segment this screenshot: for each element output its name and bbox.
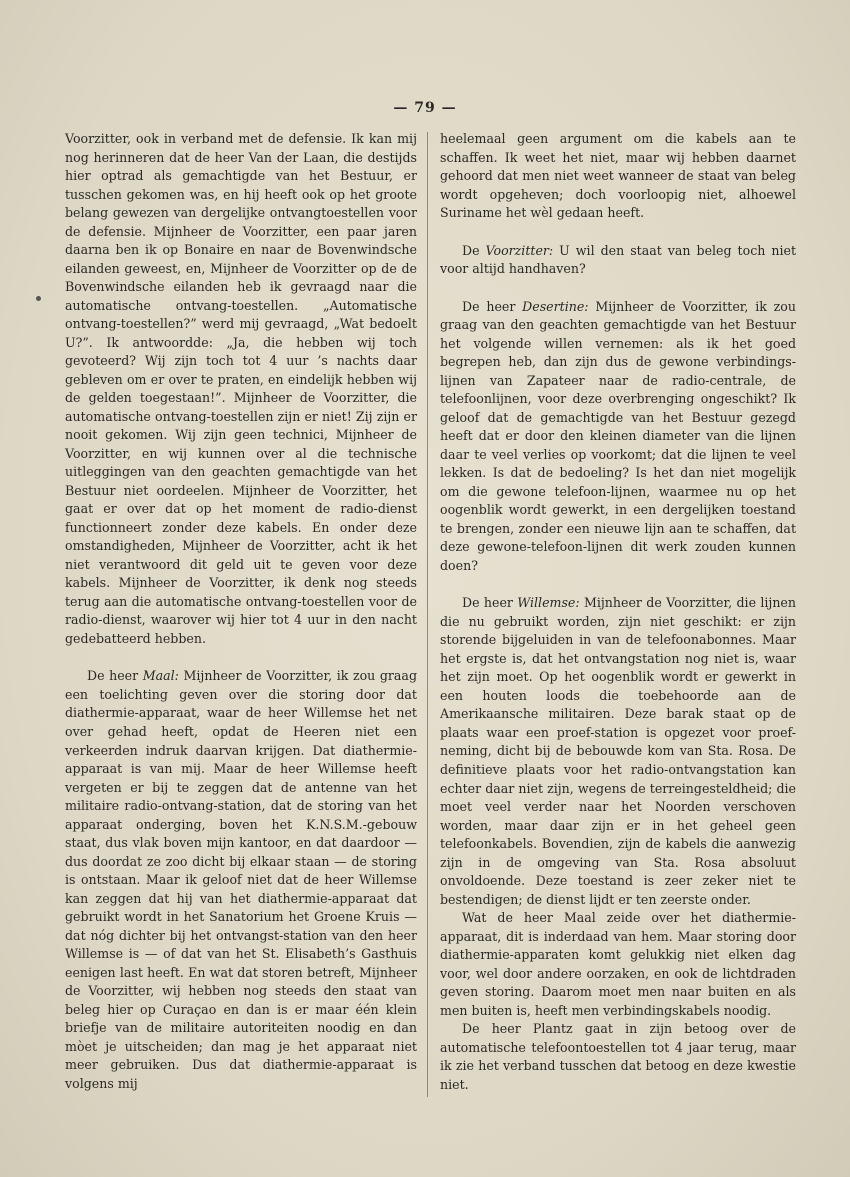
speaker-prefix: De heer (462, 298, 523, 314)
paragraph-willemse-maal: Wat de heer Maal zeide over het diathermie-apparaat, dit is inderdaad van hem. Maar storing door diathermie-apparaten komt gelukkig niet elken dag voor, wel door andere oorzaken, en ook de lichtdraden geven storing. Daarom moet men naar buiten en als men buiten is, heeft men verbindingskabels noodig. (440, 910, 796, 1018)
column-divider (427, 132, 428, 1097)
speaker-name: Maal: (142, 668, 179, 684)
page-number: — 79 — (393, 100, 457, 116)
paragraph-voorzitter (440, 242, 796, 279)
speaker-prefix: De heer (87, 668, 143, 684)
speech-text: Mijnheer de Voorzitter, die lijnen die nu gebruikt worden, zijn niet geschikt: er zijn storende bijgeluiden in van de telefoonabonnes. Maar het ergste is, dat het ontvangstation nog niet is, waar het zijn moet. Op het oogenblik wordt er gewerkt in een houten loods die toebehoorde aan de Amerikaansche militairen. Deze barak staat op de plaats waar een proef-station is opgezet voor proef-neming, dicht bij de bebouwde kom van Sta. Rosa. De definitieve plaats voor het radio-ontvangstation kan echter daar niet zijn, wegens de terreingesteldheid; die moet veel verder naar het Noorden verschoven worden, maar daar zijn er in het geheel geen telefoonkabels. Bovendien, zijn de kabels die aanwezig zijn in de omgeving van Sta. Rosa absoluut onvoldoende. Deze toestand is zeer zeker niet te bestendigen; de dienst lijdt er ten zeerste onder. (440, 595, 796, 907)
left-column (65, 130, 417, 1093)
paragraph-maal (65, 667, 417, 1093)
speech-text: U wil den staat van beleg toch niet voor altijd handhaven? (440, 242, 796, 277)
right-column (440, 130, 796, 1094)
speech-text: Mijnheer de Voorzitter, ik zou graag van den geachten gemachtigde van het Bestuur het volgende willen vernemen: als ik het goed begrepen heb, dan zijn dus de gewone verbindings-lijnen van Zapateer naar de radio-centrale, de telefoonlijnen, voor deze overbrenging ongeschikt? Ik geloof dat de gemachtigde van het Bestuur gezegd heeft dat er door den kleinen diameter van die lijnen daar te veel verlies op voorkomt; dat die lijnen te veel lekken. Is dat de bedoeling? Is het dan niet mogelijk om die gewone telefoon-lijnen, waarmee nu op het oogenblik wordt gewerkt, in een dergelijken toestand te brengen, zonder een nieuwe lijn aan te schaffen, dat deze gewone-telefoon-lijnen dit werk zouden kunnen doen? (440, 298, 796, 573)
margin-mark (36, 296, 41, 301)
speaker-prefix: De (462, 242, 486, 258)
speech-text: Mijnheer de Voorzitter, ik zou graag een toelichting geven over die storing door dat diathermie-apparaat, waar de heer Willemse het net over gehad heeft, opdat de Heeren niet een verkeerden indruk daarvan krijgen. Dat diathermie-apparaat is van mij. Maar de heer Willemse heeft vergeten er bij te zeggen dat de antenne van het militaire radio-ontvang-station, dat de storing van het apparaat onderging, boven het K.N.S.M.-gebouw staat, dus vlak boven mijn kantoor, en dat daardoor — dus doordat ze zoo dicht bij elkaar staan — de storing is ontstaan. Maar ik geloof niet dat de heer Willemse kan zeggen dat hij van het diathermie-apparaat dat gebruikt wordt in het Sanatorium het Groene Kruis — dat nóg dichter bij het ontvangst-station van den heer Willemse is — of dat van het St. Elisabeth’s Gasthuis eenigen last heeft. En wat dat storen betreft, Mijnheer de Voorzitter, wij hebben nog steeds den staat van beleg hier op Curaçao en dan is er maar één klein briefje van de militaire autoriteiten noodig en dan mòet je uitscheiden; dan mag je het apparaat niet meer gebruiken. Dus dat diathermie-apparaat is volgens mij (65, 668, 417, 1091)
paragraph-willemse-plantz: De heer Plantz gaat in zijn betoog over de automatische telefoontoestellen tot 4 jaar terug, maar ik zie het verband tusschen dat betoog en deze kwestie niet. (440, 1021, 796, 1092)
paragraph-maal-continued: heelemaal geen argument om die kabels aan te schaffen. Ik weet het niet, maar wij hebben daarnet gehoord dat men niet weet wanneer de staat van beleg wordt opgeheven; doch voorloopig niet, alhoewel Suriname het wèl gedaan heeft. (440, 131, 796, 221)
speaker-prefix: De heer (462, 595, 518, 611)
speaker-name: Voorzitter: (485, 242, 554, 258)
paragraph-desertine (440, 298, 796, 576)
paragraph-plantz-continued: Voorzitter, ook in verband met de defensie. Ik kan mij nog herinneren dat de heer Van der Laan, die destijds hier optrad als gemachtigde van het Bestuur, er tusschen gekomen was, en hij heeft ook op het groote belang gewezen van dergelijke ontvangtoestellen voor de defensie. Mijnheer de Voorzitter, een paar jaren daarna ben ik op Bonaire en naar de Bovenwindsche eilanden geweest, en, Mijnheer de Voorzitter op de de Bovenwindsche eilanden heb ik gevraagd naar die automatische ontvang-toestellen. „Automatische ontvang-toestellen?” werd mij gevraagd, „Wat bedoelt U?”. Ik antwoordde: „Ja, die hebben wij toch gevoteerd? Wij zijn toch tot 4 uur ’s nachts daar gebleven om er over te praten, en eindelijk hebben wij de gelden toegestaan!”. Mijnheer de Voorzitter, die automatische ontvang-toestellen zijn er niet! Zij zijn er nooit gekomen. Wij zijn geen technici, Mijnheer de Voorzitter, en wij kunnen over al die technische uitleggingen van den geachten gemachtigde van het Bestuur niet oordeelen. Mijnheer de Voorzitter, het gaat er over dat op het moment de radio-dienst functionneert zonder deze kabels. En onder deze omstandigheden, Mijnheer de Voorzitter, acht ik het niet verantwoord dit geld uit te geven voor deze kabels. Mijnheer de Voorzitter, ik denk nog steeds terug aan die automatische ontvang-toestellen voor de radio-dienst, waarover wij hier tot 4 uur in den nacht gedebatteerd hebben. (65, 131, 417, 646)
speaker-name: Desertine: (522, 298, 589, 314)
paragraph-willemse (440, 594, 796, 909)
speaker-name: Willemse: (517, 595, 580, 611)
